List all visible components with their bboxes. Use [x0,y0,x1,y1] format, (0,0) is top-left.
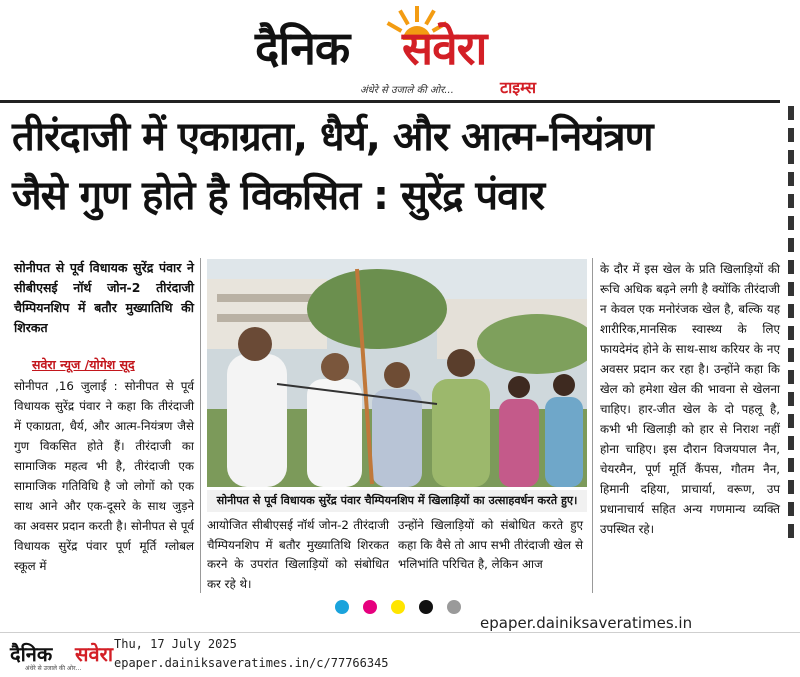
article-column-2b: उन्होंने खिलाड़ियों को संबोधित करते हुए कहा कि वैसे तो आप सभी तीरंदाजी खेल से भलिभांति परिचित है, लेकिन आज [398,518,583,571]
byline: सवेरा न्यूज /योगेश सूद [32,357,135,372]
gray-dot [447,600,461,614]
footer-logo-tagline: अंधेरे से उजाले की ओर... [25,665,82,672]
footer-date: Thu, 17 July 2025 [114,637,237,651]
column-divider [592,258,593,593]
event-photo [207,259,587,487]
headline [12,108,782,226]
magenta-dot [363,600,377,614]
registration-dots [335,600,461,614]
photo-caption: सोनीपत से पूर्व विधायक सुरेंद्र पंवार चैम्पियनशिप में खिलाड़ियों का उत्साहवर्धन करते हुए। [207,490,587,512]
footer-logo-left: दैनिक [10,642,53,666]
yellow-dot [391,600,405,614]
epaper-url[interactable]: epaper.dainiksaveratimes.in [480,614,693,632]
article-column-1: सोनीपत ,16 जुलाई : सोनीपत से पूर्व विधायक सुरेंद्र पंवार ने कहा कि तीरंदाजी में एकाग्रता, धैर्य, और आत्म-नियंत्रण जैसे गुण विकसित होते हैं। तीरंदाजी का सामाजिक महत्व भी है, तीरंदाजी एक सामाजिक गतिविधि है जो लोगों को एक साथ आने और एक-दूसरे के साथ जुड़ने का अवसर प्रदान करती है। सोनीपत से पूर्व विधायक सुरेंद्र पंवार पूर्ण मूर्ति ग्लोबल स्कूल में [14,379,194,573]
footer-rule [0,632,800,633]
footer-link[interactable]: epaper.dainiksaveratimes.in/c/77766345 [114,656,389,670]
masthead-name-right: सवेरा [402,21,487,75]
masthead-name-left: दैनिक [255,21,350,75]
headline-line-2: जैसे गुण होते है विकसित : सुरेंद्र पंवार [12,173,545,219]
masthead-tagline: अंधेरे से उजाले की ओर... [360,85,454,96]
article-column-3: के दौर में इस खेल के प्रति खिलाड़ियों की रूचि अधिक बढ़ने लगी है क्योंकि तीरंदाजी न केवल एक मनोरंजक खेल है, बल्कि यह शारीरिक,मानसिक स्वास्थ्य के लिए फायदेमंद होने के साथ-साथ करियर के नए अवसर प्रदान कर रहा है। उन्होंने कहा कि खेल को हमेशा खेल की भावना से खेलना चाहिए। हार-जीत खेल के दो पहलू है, कभी भी खिलाड़ी को हार से निराश नहीं होना चाहिए। इस दौरान विजयपाल नैन, चेयरमैन, पूर्ण मूर्ति कैंपस, गौतम नैन, हिमानी दहिया, प्राचार्या, वरूण, उप प्रधानाचार्य सहित अन्य गणमान्य व्यक्ति उपस्थित रहे। [600,262,780,536]
black-dot [419,600,433,614]
cyan-dot [335,600,349,614]
masthead-sub: टाइम्स [500,78,537,97]
footer-logo-right: सवेरा [75,642,113,666]
deck: सोनीपत से पूर्व विधायक सुरेंद्र पंवार ने सीबीएसई नॉर्थ जोन-2 तीरंदाजी चैम्पियनशिप में बतौर मुख्यातिथि की शिरकत [14,260,194,335]
article-column-2a: आयोजित सीबीएसई नॉर्थ जोन-2 तीरंदाजी चैम्पियनशिप में बतौर मुख्यातिथि शिरकत करने के उपरांत खिलाड़ियों को संबोधित कर रहे थे। [207,518,389,591]
adjacent-page-fragment [788,98,800,598]
headline-line-1: तीरंदाजी में एकाग्रता, धैर्य, और आत्म-नियंत्रण [12,114,653,160]
column-divider [200,258,201,593]
masthead-rule [0,100,780,103]
